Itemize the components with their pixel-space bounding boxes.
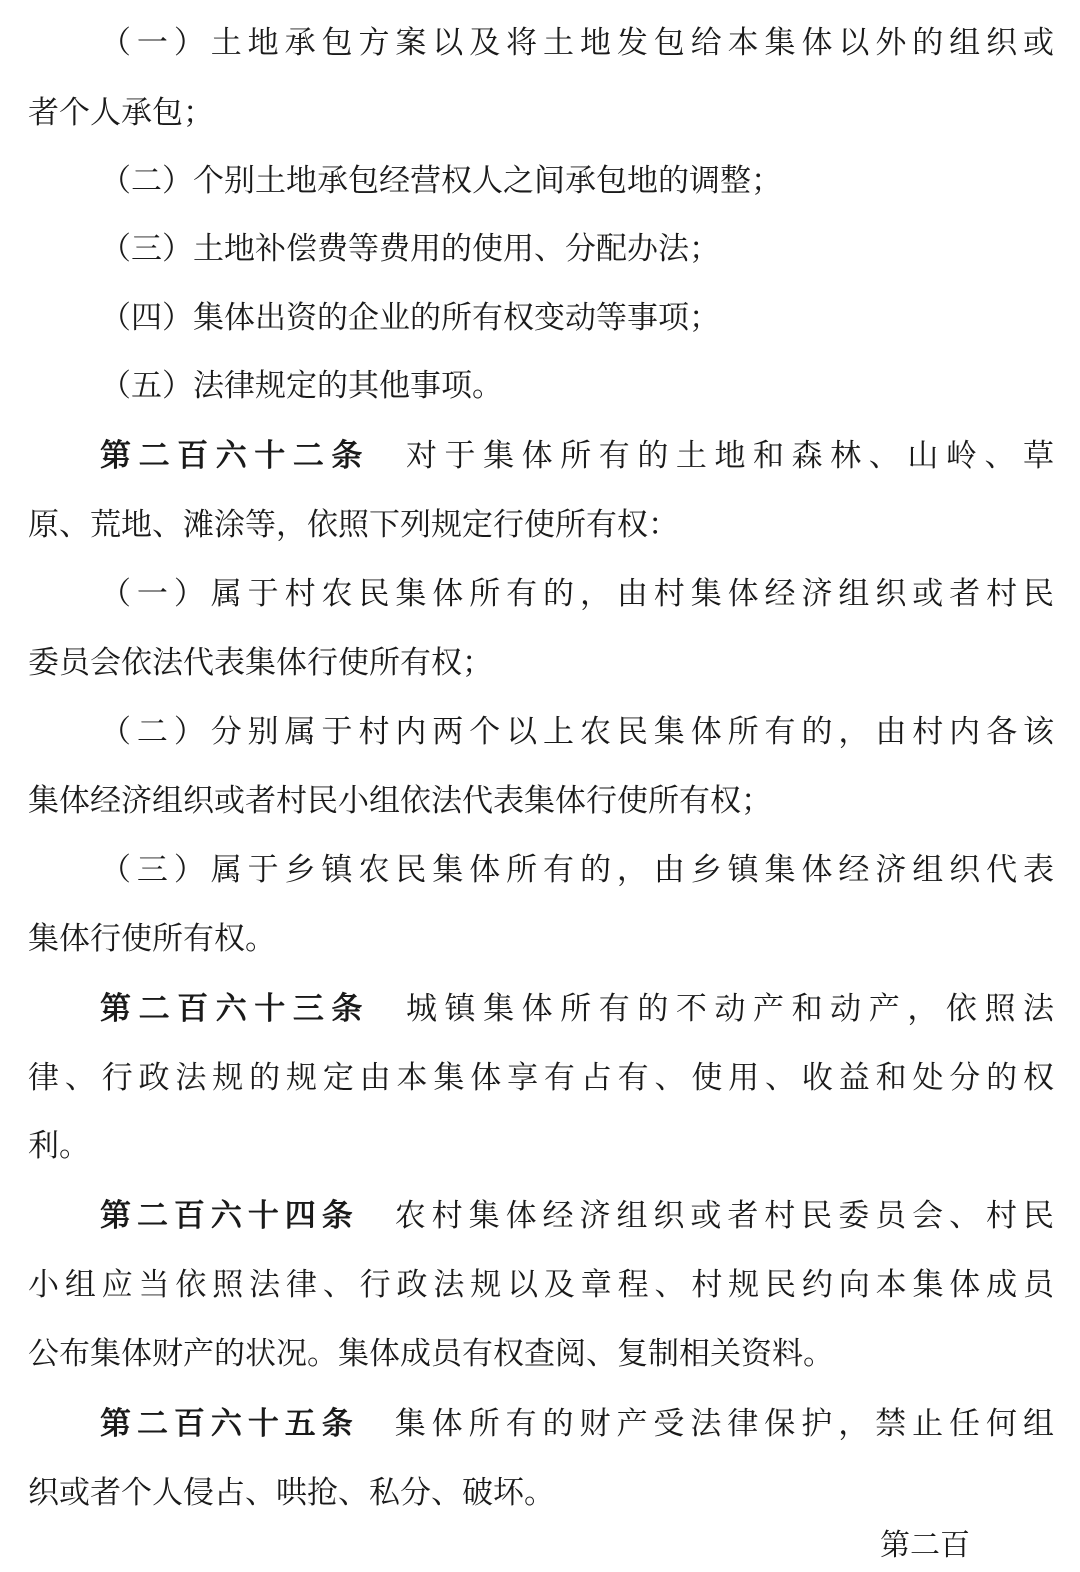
text-line: 原、荒地、滩涂等，依照下列规定行使所有权： (28, 507, 679, 543)
text-line: 委员会依法代表集体行使所有权； (28, 645, 493, 681)
text-line: （二）分别属于村内两个以上农民集体所有的，由村内各该 (100, 714, 1054, 750)
text-line: 公布集体财产的状况。集体成员有权查阅、复制相关资料。 (28, 1336, 834, 1372)
text-line: 者个人承包； (28, 95, 214, 131)
article-line: 第二百六十二条 对于集体所有的土地和森林、山岭、草 (100, 438, 1055, 474)
text-line: （三）属于乡镇农民集体所有的，由乡镇集体经济组织代表 (100, 852, 1054, 888)
text-line: 织或者个人侵占、哄抢、私分、破坏。 (28, 1475, 555, 1511)
text-line: （一）土地承包方案以及将土地发包给本集体以外的组织或 (100, 25, 1054, 61)
text-line: 小组应当依照法律、行政法规以及章程、村规民约向本集体成员 (28, 1267, 1054, 1303)
article-number: 第二百六十三条 (100, 991, 370, 1027)
article-number: 第二百六十二条 (100, 438, 370, 474)
text-line: （四）集体出资的企业的所有权变动等事项； (100, 300, 720, 336)
article-line: 第二百六十五条 集体所有的财产受法律保护，禁止任何组 (100, 1406, 1055, 1442)
text-line: 律、行政法规的规定由本集体享有占有、使用、收益和处分的权 (28, 1060, 1054, 1096)
text-line: （三）土地补偿费等费用的使用、分配办法； (100, 231, 720, 267)
article-number: 第二百六十四条 (100, 1198, 359, 1234)
next-line-fragment: 第二百 (880, 1528, 970, 1563)
article-line: 第二百六十四条 农村集体经济组织或者村民委员会、村民 (100, 1198, 1055, 1234)
text-line: （一）属于村农民集体所有的，由村集体经济组织或者村民 (100, 576, 1054, 612)
text-line: （二）个别土地承包经营权人之间承包地的调整； (100, 163, 782, 199)
article-line: 第二百六十三条 城镇集体所有的不动产和动产，依照法 (100, 991, 1055, 1027)
text-line: 集体经济组织或者村民小组依法代表集体行使所有权； (28, 783, 772, 819)
text-line: （五）法律规定的其他事项。 (100, 368, 503, 404)
article-number: 第二百六十五条 (100, 1406, 359, 1442)
text-line: 集体行使所有权。 (28, 921, 276, 957)
text-line: 利。 (28, 1128, 90, 1164)
